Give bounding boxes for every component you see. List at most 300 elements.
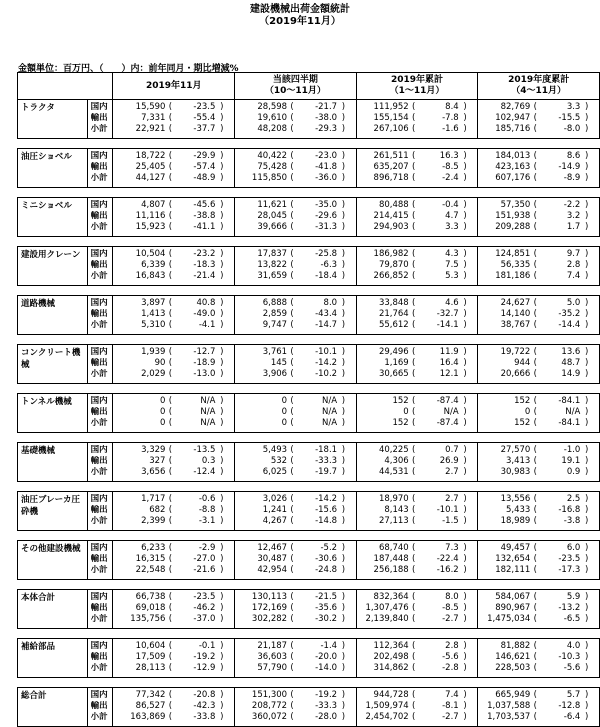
close-paren: ) xyxy=(220,260,224,270)
close-paren: ) xyxy=(220,298,224,308)
value-line xyxy=(115,565,232,576)
amount: 214,415 xyxy=(373,211,409,221)
open-paren: ( xyxy=(168,358,173,368)
category-name: トラクタ xyxy=(18,100,88,139)
change-percent: -0.4 xyxy=(442,200,459,210)
change-percent: 0.7 xyxy=(445,445,459,455)
amount: 14,140 xyxy=(500,309,531,319)
close-paren: ) xyxy=(220,418,224,428)
change-percent: 5.7 xyxy=(566,690,581,700)
amount: 80,488 xyxy=(378,200,409,210)
change-percent: -84.1 xyxy=(558,396,581,406)
open-paren: ( xyxy=(168,396,173,406)
close-paren: ) xyxy=(463,407,467,417)
change-percent: -8.5 xyxy=(442,162,459,172)
change-percent: 16.4 xyxy=(439,358,459,368)
value-line xyxy=(115,396,232,407)
value-cell xyxy=(113,590,235,629)
change-percent: N/A xyxy=(443,407,459,417)
close-paren: ) xyxy=(341,554,346,564)
change-percent: -29.3 xyxy=(315,124,338,134)
value-cell xyxy=(235,541,357,580)
row-labels xyxy=(87,639,113,678)
close-paren: ) xyxy=(341,369,346,379)
row-labels xyxy=(87,247,113,286)
value-line xyxy=(359,516,476,527)
open-paren: ( xyxy=(533,456,537,466)
amount: 55,612 xyxy=(378,320,409,330)
open-paren: ( xyxy=(412,102,416,112)
change-percent: -12.8 xyxy=(558,701,581,711)
value-cell xyxy=(235,443,357,482)
value-line xyxy=(115,690,232,701)
value-cell xyxy=(235,247,357,286)
change-percent: N/A xyxy=(565,407,581,417)
group-spacer xyxy=(18,139,600,149)
amount: 17,509 xyxy=(135,652,166,662)
close-paren: ) xyxy=(220,200,224,210)
change-percent: -0.1 xyxy=(198,641,216,651)
value-line xyxy=(480,211,597,222)
amount: 151,938 xyxy=(495,211,531,221)
open-paren: ( xyxy=(168,603,173,613)
close-paren: ) xyxy=(585,516,589,526)
amount: 18,722 xyxy=(135,151,166,161)
amount: 890,967 xyxy=(495,603,531,613)
change-percent: 9.7 xyxy=(566,249,581,259)
amount: 635,207 xyxy=(373,162,409,172)
close-paren: ) xyxy=(341,663,346,673)
close-paren: ) xyxy=(220,124,224,134)
close-paren: ) xyxy=(220,516,224,526)
value-cell xyxy=(356,541,478,580)
close-paren: ) xyxy=(463,701,467,711)
change-percent: 26.9 xyxy=(439,456,459,466)
open-paren: ( xyxy=(412,663,416,673)
open-paren: ( xyxy=(533,151,537,161)
value-line xyxy=(359,641,476,652)
value-line xyxy=(237,690,354,701)
row-label: 国内 xyxy=(90,543,108,553)
close-paren: ) xyxy=(585,456,589,466)
change-percent: -16.2 xyxy=(436,565,459,575)
value-cell xyxy=(235,492,357,531)
value-line xyxy=(480,162,597,173)
spacer-cell xyxy=(18,335,600,345)
close-paren: ) xyxy=(585,124,589,134)
amount: 6,025 xyxy=(262,467,288,477)
change-percent: -12.9 xyxy=(193,663,216,673)
open-paren: ( xyxy=(412,456,416,466)
category-name: 本体合計 xyxy=(18,590,88,629)
close-paren: ) xyxy=(463,124,467,134)
close-paren: ) xyxy=(341,309,346,319)
open-paren: ( xyxy=(412,641,416,651)
close-paren: ) xyxy=(585,712,589,722)
close-paren: ) xyxy=(341,260,346,270)
change-percent: -18.9 xyxy=(193,358,216,368)
amount: 0 xyxy=(160,418,166,428)
close-paren: ) xyxy=(463,211,467,221)
open-paren: ( xyxy=(533,347,537,357)
value-line xyxy=(480,260,597,271)
amount: 1,475,034 xyxy=(487,614,531,624)
value-line xyxy=(359,124,476,135)
amount: 2,139,840 xyxy=(365,614,409,624)
amount: 28,113 xyxy=(135,663,166,673)
group-spacer xyxy=(18,237,600,247)
close-paren: ) xyxy=(463,592,467,602)
amount: 185,716 xyxy=(495,124,531,134)
open-paren: ( xyxy=(290,663,294,673)
amount: 13,822 xyxy=(257,260,288,270)
change-percent: 40.8 xyxy=(196,298,216,308)
amount: 187,448 xyxy=(373,554,409,564)
amount: 5,433 xyxy=(506,505,531,515)
value-cell xyxy=(356,100,478,139)
open-paren: ( xyxy=(412,200,416,210)
change-percent: -21.5 xyxy=(315,592,338,602)
open-paren: ( xyxy=(533,516,537,526)
row-label: 国内 xyxy=(90,592,108,602)
close-paren: ) xyxy=(585,211,589,221)
row-label: 輸出 xyxy=(90,211,108,221)
open-paren: ( xyxy=(533,249,537,259)
close-paren: ) xyxy=(585,494,589,504)
value-cell xyxy=(113,639,235,678)
row-label: 小計 xyxy=(90,467,108,477)
close-paren: ) xyxy=(341,396,346,406)
close-paren: ) xyxy=(463,603,467,613)
close-paren: ) xyxy=(220,211,224,221)
close-paren: ) xyxy=(585,347,589,357)
value-line xyxy=(480,309,597,320)
value-line xyxy=(480,641,597,652)
amount: 44,531 xyxy=(378,467,409,477)
open-paren: ( xyxy=(168,102,173,112)
amount: 21,187 xyxy=(257,641,288,651)
value-line xyxy=(115,407,232,418)
value-line xyxy=(115,211,232,222)
open-paren: ( xyxy=(412,211,416,221)
change-percent: -2.7 xyxy=(442,712,459,722)
amount: 1,307,476 xyxy=(365,603,409,613)
change-percent: -7.8 xyxy=(442,113,459,123)
change-percent: 7.4 xyxy=(445,690,459,700)
row-label: 小計 xyxy=(90,614,108,624)
value-line xyxy=(115,113,232,124)
close-paren: ) xyxy=(585,113,589,123)
close-paren: ) xyxy=(341,494,346,504)
open-paren: ( xyxy=(533,663,537,673)
value-line xyxy=(359,494,476,505)
open-paren: ( xyxy=(168,614,173,624)
value-line xyxy=(359,320,476,331)
value-line xyxy=(480,663,597,674)
change-percent: -45.6 xyxy=(193,200,216,210)
header-row xyxy=(18,73,600,100)
change-percent: -18.4 xyxy=(315,271,338,281)
open-paren: ( xyxy=(412,516,416,526)
amount: 896,718 xyxy=(373,173,409,183)
unit-note: 金額単位：百万円、（ ）内：前年同月・期比増減% xyxy=(18,64,239,74)
value-cell xyxy=(235,296,357,335)
spacer-cell xyxy=(18,139,600,149)
value-line xyxy=(237,309,354,320)
close-paren: ) xyxy=(463,445,467,455)
close-paren: ) xyxy=(463,249,467,259)
change-percent: -12.4 xyxy=(193,467,216,477)
close-paren: ) xyxy=(463,543,467,553)
close-paren: ) xyxy=(220,554,224,564)
open-paren: ( xyxy=(533,211,537,221)
value-line xyxy=(359,614,476,625)
open-paren: ( xyxy=(168,222,173,232)
change-percent: -14.2 xyxy=(315,494,338,504)
close-paren: ) xyxy=(585,407,589,417)
change-percent: 3.3 xyxy=(566,102,581,112)
change-percent: -6.4 xyxy=(563,712,581,722)
header-year-cumulative: 2019年累計 （1～11月） xyxy=(356,73,478,100)
close-paren: ) xyxy=(341,162,346,172)
open-paren: ( xyxy=(290,554,294,564)
change-percent: -42.3 xyxy=(193,701,216,711)
close-paren: ) xyxy=(341,614,346,624)
open-paren: ( xyxy=(290,320,294,330)
category-group xyxy=(18,345,600,384)
close-paren: ) xyxy=(341,124,346,134)
change-percent: -12.7 xyxy=(193,347,216,357)
amount: 56,335 xyxy=(500,260,531,270)
open-paren: ( xyxy=(533,565,537,575)
change-percent: -2.9 xyxy=(198,543,216,553)
amount: 10,504 xyxy=(135,249,166,259)
amount: 6,233 xyxy=(141,543,166,553)
amount: 102,947 xyxy=(495,113,531,123)
change-percent: 8.0 xyxy=(445,592,459,602)
amount: 0 xyxy=(160,407,166,417)
open-paren: ( xyxy=(412,369,416,379)
close-paren: ) xyxy=(220,543,224,553)
value-line xyxy=(237,102,354,113)
value-line xyxy=(115,173,232,184)
change-percent: 2.8 xyxy=(566,260,581,270)
change-percent: 3.3 xyxy=(445,222,459,232)
close-paren: ) xyxy=(220,701,224,711)
close-paren: ) xyxy=(463,347,467,357)
open-paren: ( xyxy=(168,652,173,662)
close-paren: ) xyxy=(220,663,224,673)
shipment-table xyxy=(17,72,600,727)
value-line xyxy=(115,663,232,674)
value-line xyxy=(359,211,476,222)
change-percent: -37.0 xyxy=(193,614,216,624)
close-paren: ) xyxy=(220,347,224,357)
value-cell xyxy=(478,688,600,727)
value-line xyxy=(359,113,476,124)
value-line xyxy=(480,701,597,712)
close-paren: ) xyxy=(463,652,467,662)
value-line xyxy=(237,543,354,554)
close-paren: ) xyxy=(220,222,224,232)
value-line xyxy=(480,614,597,625)
close-paren: ) xyxy=(341,151,346,161)
close-paren: ) xyxy=(585,554,589,564)
open-paren: ( xyxy=(533,418,537,428)
close-paren: ) xyxy=(341,690,346,700)
value-cell xyxy=(113,149,235,188)
change-percent: N/A xyxy=(322,407,338,417)
value-line xyxy=(359,162,476,173)
value-line xyxy=(115,309,232,320)
value-line xyxy=(237,603,354,614)
value-cell xyxy=(478,100,600,139)
value-line xyxy=(237,320,354,331)
change-percent: -23.0 xyxy=(315,151,338,161)
open-paren: ( xyxy=(533,407,537,417)
spacer-cell xyxy=(18,678,600,688)
close-paren: ) xyxy=(220,467,224,477)
value-line xyxy=(237,358,354,369)
row-label: 国内 xyxy=(90,396,108,406)
category-group xyxy=(18,247,600,286)
close-paren: ) xyxy=(463,505,467,515)
value-line xyxy=(115,347,232,358)
change-percent: 4.6 xyxy=(445,298,459,308)
amount: 10,604 xyxy=(135,641,166,651)
close-paren: ) xyxy=(220,358,224,368)
close-paren: ) xyxy=(341,249,346,259)
amount: 112,364 xyxy=(373,641,409,651)
close-paren: ) xyxy=(585,260,589,270)
open-paren: ( xyxy=(533,603,537,613)
value-line xyxy=(359,298,476,309)
row-label: 小計 xyxy=(90,222,108,232)
value-cell xyxy=(235,100,357,139)
value-line xyxy=(359,222,476,233)
category-name: ミニショベル xyxy=(18,198,88,237)
category-name: 油圧ブレーカ圧砕機 xyxy=(18,492,88,531)
change-percent: -5.6 xyxy=(442,652,459,662)
close-paren: ) xyxy=(341,505,346,515)
change-percent: 12.1 xyxy=(439,369,459,379)
change-percent: 1.7 xyxy=(566,222,581,232)
value-line xyxy=(115,554,232,565)
amount: 172,169 xyxy=(251,603,288,613)
change-percent: -18.3 xyxy=(193,260,216,270)
amount: 944 xyxy=(514,358,531,368)
open-paren: ( xyxy=(412,505,416,515)
change-percent: -41.8 xyxy=(315,162,338,172)
amount: 360,072 xyxy=(251,712,288,722)
amount: 12,467 xyxy=(257,543,288,553)
close-paren: ) xyxy=(220,102,224,112)
amount: 18,970 xyxy=(378,494,409,504)
change-percent: -8.0 xyxy=(563,124,581,134)
open-paren: ( xyxy=(533,271,537,281)
spacer-cell xyxy=(18,237,600,247)
open-paren: ( xyxy=(168,565,173,575)
open-paren: ( xyxy=(533,320,537,330)
value-cell xyxy=(113,688,235,727)
row-label: 国内 xyxy=(90,347,108,357)
amount: 0 xyxy=(281,418,288,428)
close-paren: ) xyxy=(341,173,346,183)
open-paren: ( xyxy=(533,173,537,183)
value-line xyxy=(115,494,232,505)
open-paren: ( xyxy=(290,565,294,575)
change-percent: -14.7 xyxy=(315,320,338,330)
value-line xyxy=(237,298,354,309)
value-cell xyxy=(235,639,357,678)
change-percent: N/A xyxy=(200,407,216,417)
change-percent: 4.7 xyxy=(445,211,459,221)
open-paren: ( xyxy=(168,456,173,466)
close-paren: ) xyxy=(341,445,346,455)
open-paren: ( xyxy=(412,543,416,553)
value-line xyxy=(115,162,232,173)
row-labels xyxy=(87,345,113,384)
amount: 135,756 xyxy=(130,614,166,624)
value-line xyxy=(480,347,597,358)
open-paren: ( xyxy=(412,162,416,172)
value-line xyxy=(237,516,354,527)
amount: 31,659 xyxy=(257,271,288,281)
change-percent: -49.0 xyxy=(193,309,216,319)
amount: 3,329 xyxy=(141,445,166,455)
amount: 30,665 xyxy=(378,369,409,379)
value-line xyxy=(115,271,232,282)
category-group xyxy=(18,100,600,139)
close-paren: ) xyxy=(463,614,467,624)
row-label: 小計 xyxy=(90,565,108,575)
open-paren: ( xyxy=(533,614,537,624)
close-paren: ) xyxy=(341,102,346,112)
change-percent: -10.1 xyxy=(436,505,459,515)
change-percent: -13.5 xyxy=(193,445,216,455)
close-paren: ) xyxy=(463,102,467,112)
close-paren: ) xyxy=(341,407,346,417)
change-percent: -6.5 xyxy=(563,614,581,624)
open-paren: ( xyxy=(412,358,416,368)
close-paren: ) xyxy=(220,173,224,183)
change-percent: 2.7 xyxy=(445,467,459,477)
value-line xyxy=(359,271,476,282)
amount: 13,556 xyxy=(500,494,531,504)
amount: 30,487 xyxy=(257,554,288,564)
change-percent: 14.9 xyxy=(561,369,581,379)
close-paren: ) xyxy=(220,652,224,662)
close-paren: ) xyxy=(341,516,346,526)
change-percent: -20.0 xyxy=(315,652,338,662)
open-paren: ( xyxy=(168,369,173,379)
open-paren: ( xyxy=(290,347,294,357)
value-line xyxy=(359,347,476,358)
open-paren: ( xyxy=(168,467,173,477)
close-paren: ) xyxy=(220,151,224,161)
amount: 607,176 xyxy=(495,173,531,183)
value-line xyxy=(237,260,354,271)
change-percent: -3.8 xyxy=(563,516,581,526)
open-paren: ( xyxy=(168,663,173,673)
close-paren: ) xyxy=(341,603,346,613)
value-line xyxy=(480,445,597,456)
open-paren: ( xyxy=(290,211,294,221)
open-paren: ( xyxy=(290,358,294,368)
category-group xyxy=(18,394,600,433)
close-paren: ) xyxy=(585,151,589,161)
close-paren: ) xyxy=(585,173,589,183)
